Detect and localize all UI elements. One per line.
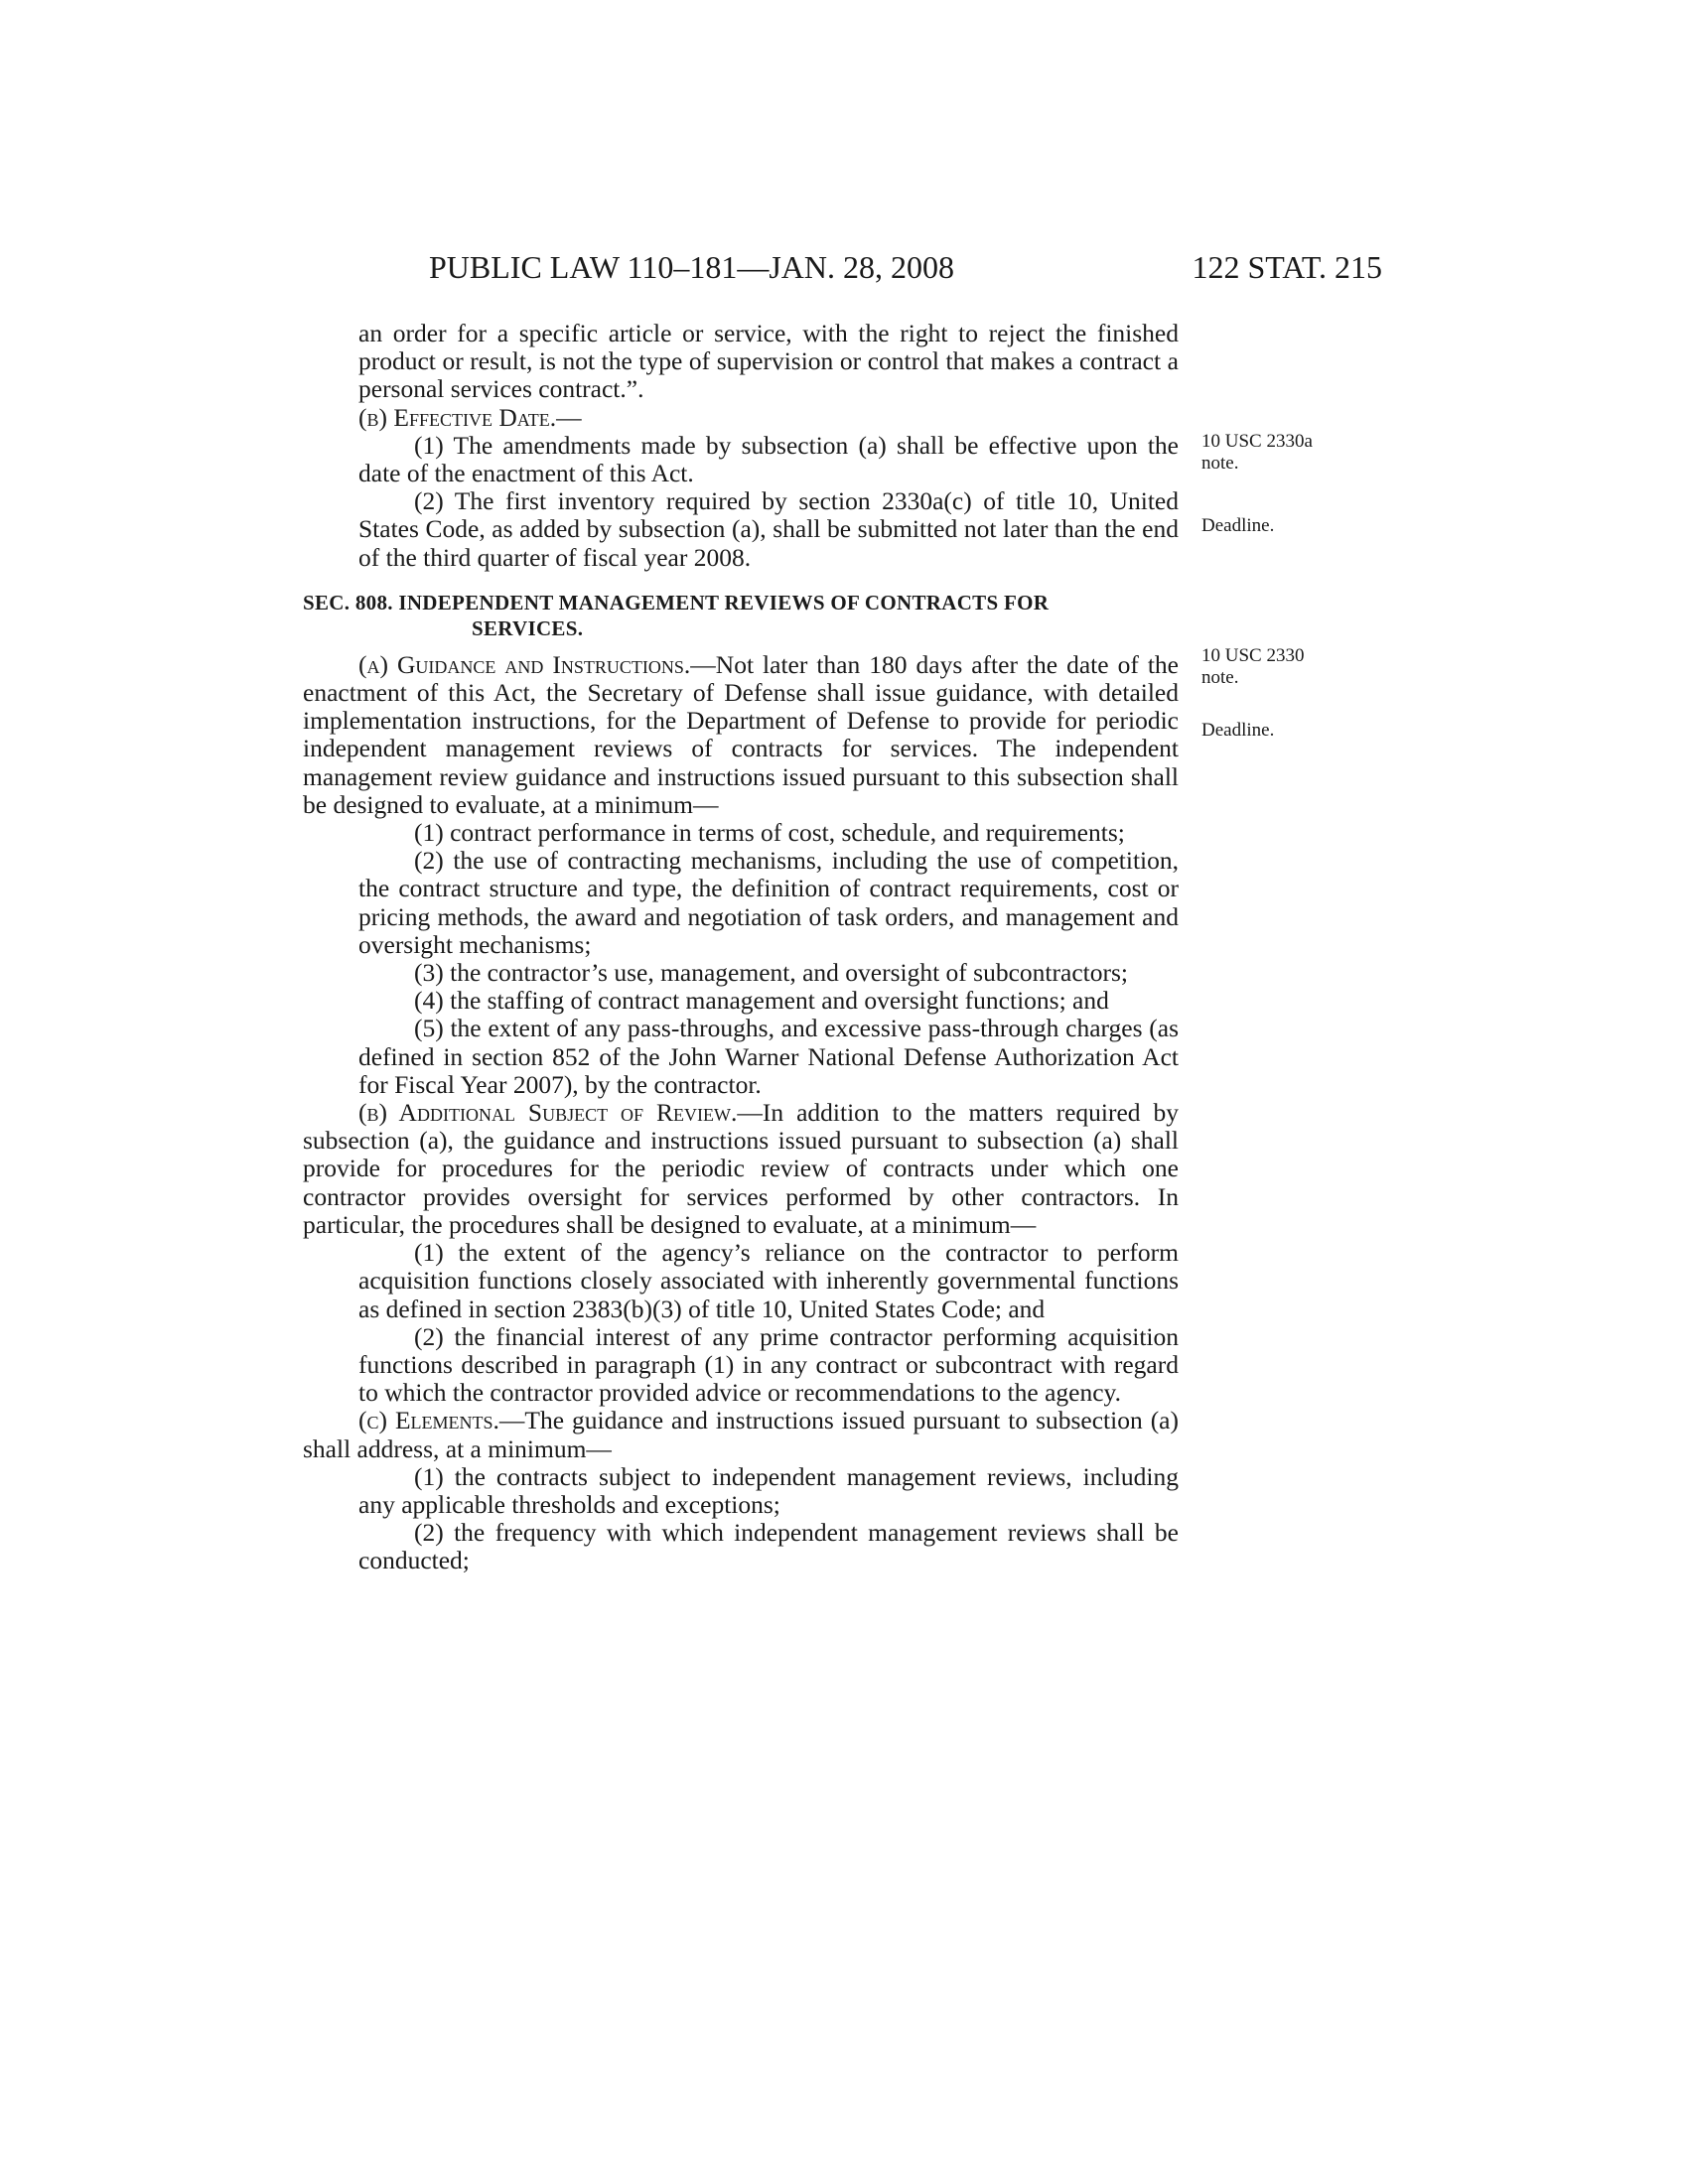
header-law-title: PUBLIC LAW 110–181—JAN. 28, 2008 — [429, 249, 954, 285]
section-heading: SEC. 808. INDEPENDENT MANAGEMENT REVIEWS OF CONTRACTS FOR SERVICES. — [303, 590, 1050, 640]
margin-note-deadline-2: Deadline. — [1201, 720, 1275, 741]
paragraph-a1: (1) contract performance in terms of cost, schedule, and requirements; — [414, 818, 1125, 848]
subsection-c-label: (c) Elements. — [358, 1406, 499, 1435]
paragraph-bb1: (1) the extent of the agency’s reliance on the contractor to perform acquisition functions closely associated with inherently governmental functions as defined in section 2383(b)(3) of title 10, United States Code; and — [358, 1238, 1179, 1323]
subsection-b-review: (b) Additional Subject of Review.—In addition to the matters required by subsection (a), the guidance and instructions issued pursuant to subsection (a) shall provide for procedures for the periodic review of contracts under which one contractor provides oversight for services performed by other contractors. In particular, the procedures shall be designed to evaluate, at a minimum— — [303, 1098, 1179, 1239]
header-page-number: 122 STAT. 215 — [1192, 249, 1382, 285]
subsection-c: (c) Elements.—The guidance and instructions issued pursuant to subsection (a) shall address, at a minimum— — [303, 1406, 1179, 1463]
paragraph-c1: (1) the contracts subject to independent management reviews, including any applicable thresholds and exceptions; — [358, 1461, 1179, 1519]
paragraph-a2: (2) the use of contracting mechanisms, including the use of competition, the contract structure and type, the definition of contract requirements, cost or pricing methods, the award and negotiation of task orders, and management and oversight mechanisms; — [358, 846, 1179, 959]
paragraph-c2: (2) the frequency with which independent management reviews shall be conducted; — [358, 1518, 1179, 1575]
paragraph-b2: (2) The first inventory required by section 2330a(c) of title 10, United States Code, as added by subsection (a), shall be submitted not later than the end of the third quarter of fiscal year 2008. — [358, 486, 1179, 572]
body-text — [303, 320, 1179, 1575]
margin-note-usc-2330a: 10 USC 2330a note. — [1201, 431, 1313, 474]
paragraph-bb2: (2) the financial interest of any prime contractor performing acquisition functions described in paragraph (1) in any contract or subcontract with regard to which the contractor provided advice or recommendations to the agency. — [358, 1321, 1179, 1408]
paragraph-a3: (3) the contractor’s use, management, and oversight of subcontractors; — [414, 958, 1128, 988]
margin-note-usc-2330: 10 USC 2330 note. — [1201, 645, 1305, 688]
subsection-b-heading: (b) Effective Date.— — [358, 402, 582, 432]
margin-note-deadline-1: Deadline. — [1201, 515, 1275, 536]
paragraph-a4: (4) the staffing of contract management and oversight functions; and — [414, 986, 1109, 1016]
subsection-b-label: (b) Additional Subject of Review. — [358, 1098, 738, 1128]
running-header — [429, 246, 1382, 288]
paragraph-b1: (1) The amendments made by subsection (a) shall be effective upon the date of the enactment of this Act. — [358, 430, 1179, 488]
subsection-a: (a) Guidance and Instructions.—Not later than 180 days after the date of the enactment of this Act, the Secretary of Defense shall issue guidance, with detailed implementation instructions, for the Department of Defense to provide for periodic independent management reviews of contracts for services. The independent management review guidance and instructions issued pursuant to this subsection shall be designed to evaluate, at a minimum— — [303, 649, 1179, 819]
subsection-a-label: (a) Guidance and Instructions. — [358, 649, 691, 679]
paragraph-a5: (5) the extent of any pass-throughs, and excessive pass-through charges (as defined in section 852 of the John Warner National Defense Authorization Act for Fiscal Year 2007), by the contractor. — [358, 1014, 1179, 1099]
paragraph-intro: an order for a specific article or service, with the right to reject the finished product or result, is not the type of supervision or control that makes a contract a personal services contract.”. — [358, 319, 1179, 404]
